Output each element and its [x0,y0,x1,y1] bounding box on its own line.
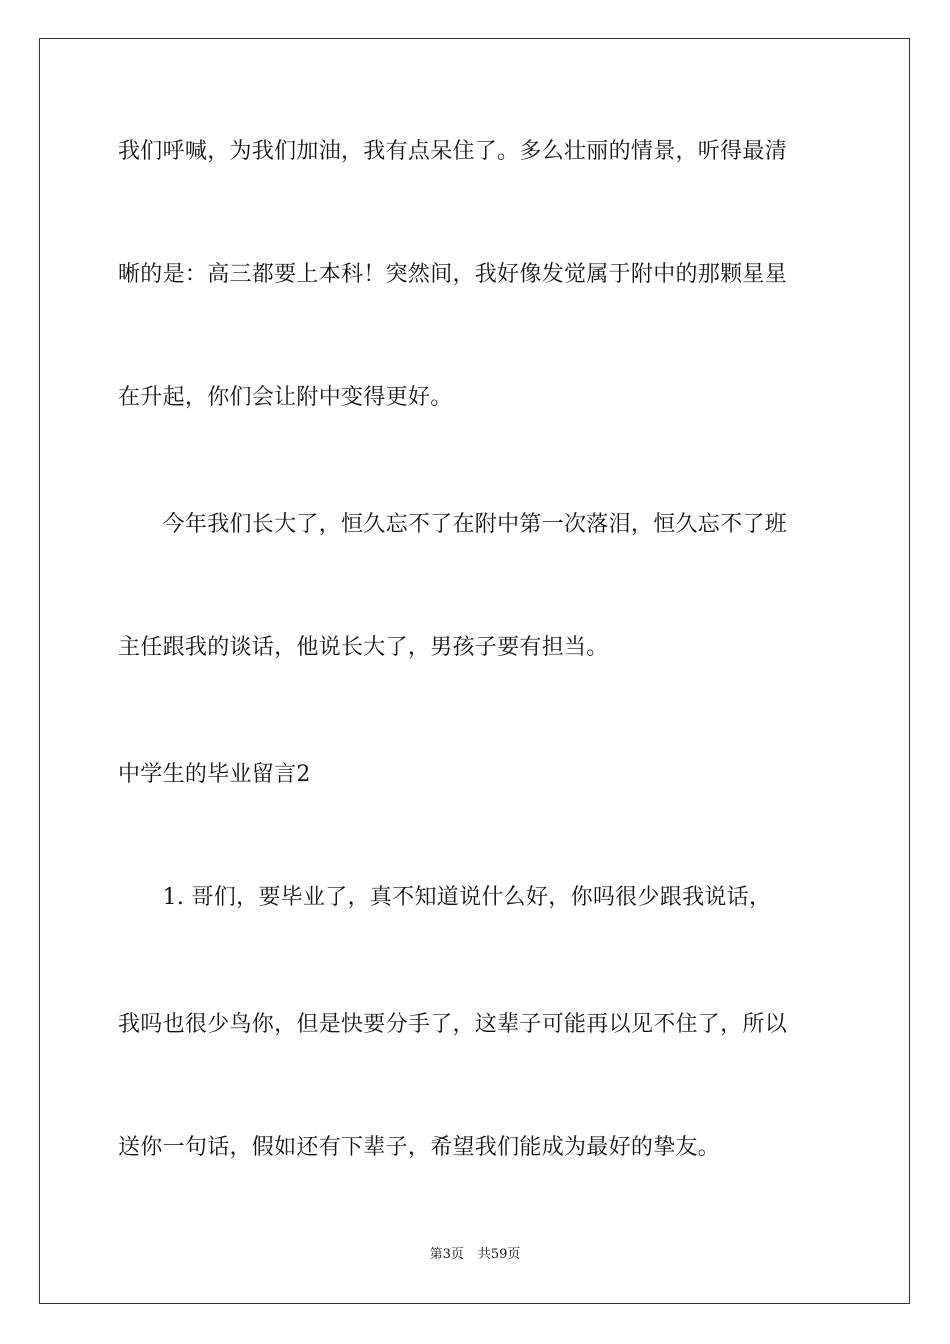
body-line-3: 在升起，你们会让附中变得更好。 [118,385,453,410]
body-line-7: 我吗也很少鸟你，但是快要分手了，这辈子可能再以见不住了，所以 [118,1012,788,1037]
body-line-1: 我们呼喊，为我们加油，我有点呆住了。多么壮丽的情景，听得最清 [118,139,788,164]
body-line-8: 送你一句话，假如还有下辈子，希望我们能成为最好的挚友。 [118,1135,721,1160]
section-heading: 中学生的毕业留言2 [118,762,311,787]
page-frame [39,38,910,1304]
page-total: 共59页 [477,1247,521,1262]
page-number: 第3页 [429,1247,464,1262]
body-line-2: 晰的是：高三都要上本科！突然间，我好像发觉属于附中的那颗星星 [118,262,788,287]
page-footer [0,1246,950,1264]
body-line-6: 1. 哥们，要毕业了，真不知道说什么好，你吗很少跟我说话， [118,885,772,910]
body-line-4: 今年我们长大了，恒久忘不了在附中第一次落泪，恒久忘不了班 [118,512,788,537]
body-line-5: 主任跟我的谈话，他说长大了，男孩子要有担当。 [118,635,609,660]
